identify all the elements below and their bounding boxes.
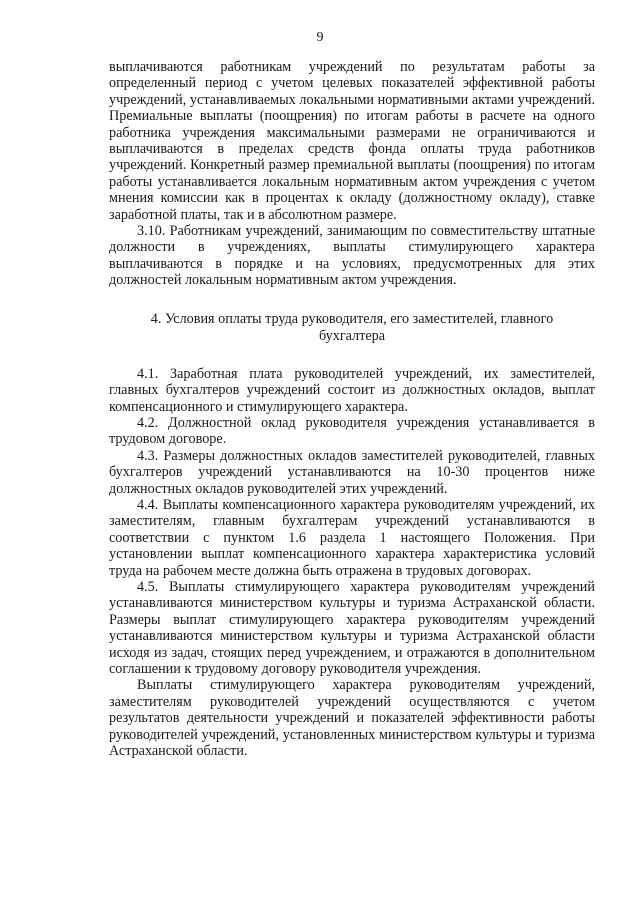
paragraph-4-4: 4.4. Выплаты компенсационного характера руководителям учреждений, их заместителям, главным бухгалтерам учреждений устанавливаются в соответствии с пунктом 1.6 раздела 1 настоящего Положения. При установлении выплат компенсационного характера характеристика условий труда на рабочем месте должна быть отражена в трудовых договорах.: [109, 496, 595, 579]
section-4-heading: 4. Условия оплаты труда руководителя, его заместителей, главного бухгалтера: [150, 310, 554, 344]
paragraph-4-1: 4.1. Заработная плата руководителей учреждений, их заместителей, главных бухгалтеров учреждений состоит из должностных окладов, выплат компенсационного и стимулирующего характера.: [109, 365, 595, 415]
paragraph-4-2: 4.2. Должностной оклад руководителя учреждения устанавливается в трудовом договоре.: [109, 414, 595, 448]
page-number: 9: [316, 30, 324, 45]
paragraph-4-5-continuation: Выплаты стимулирующего характера руководителям учреждений, заместителям руководителей учреждений осуществляются с учетом результатов деятельности учреждений и показателей эффективности работы руководителей учреждений, установленных министерством культуры и туризма Астраханской области.: [109, 677, 595, 760]
document-body: [109, 59, 595, 759]
paragraph-3-9-continuation: выплачиваются работникам учреждений по результатам работы за определенный период с учетом целевых показателей эффективной работы учреждений, устанавливаемых локальными нормативными актами учреждений. Премиальные выплаты (поощрения) по итогам работы в расчете на одного работника учреждения максимальными размерами не ограничиваются и выплачиваются в пределах средств фонда оплаты труда работников учреждений. Конкретный размер премиальной выплаты (поощрения) по итогам работы устанавливается локальным нормативным актом учреждения с учетом мнения комиссии как в процентах к окладу (должностному окладу), ставке заработной платы, так и в абсолютном размере.: [109, 59, 595, 223]
paragraph-3-10: 3.10. Работникам учреждений, занимающим по совместительству штатные должности в учреждениях, выплаты стимулирующего характера выплачиваются в порядке и на условиях, предусмотренных для этих должностей локальным нормативным актом учреждения.: [109, 223, 595, 289]
paragraph-4-5: 4.5. Выплаты стимулирующего характера руководителям учреждений устанавливаются министерством культуры и туризма Астраханской области. Размеры выплат стимулирующего характера руководителям учреждений устанавливаются министерством культуры и туризма Астраханской области исходя из задач, стоящих перед учреждением, и отражаются в дополнительном соглашении к трудовому договору руководителя учреждения.: [109, 578, 595, 677]
paragraph-4-3: 4.3. Размеры должностных окладов заместителей руководителей, главных бухгалтеров учреждений устанавливаются на 10-30 процентов ниже должностных окладов руководителей этих учреждений.: [109, 447, 595, 497]
